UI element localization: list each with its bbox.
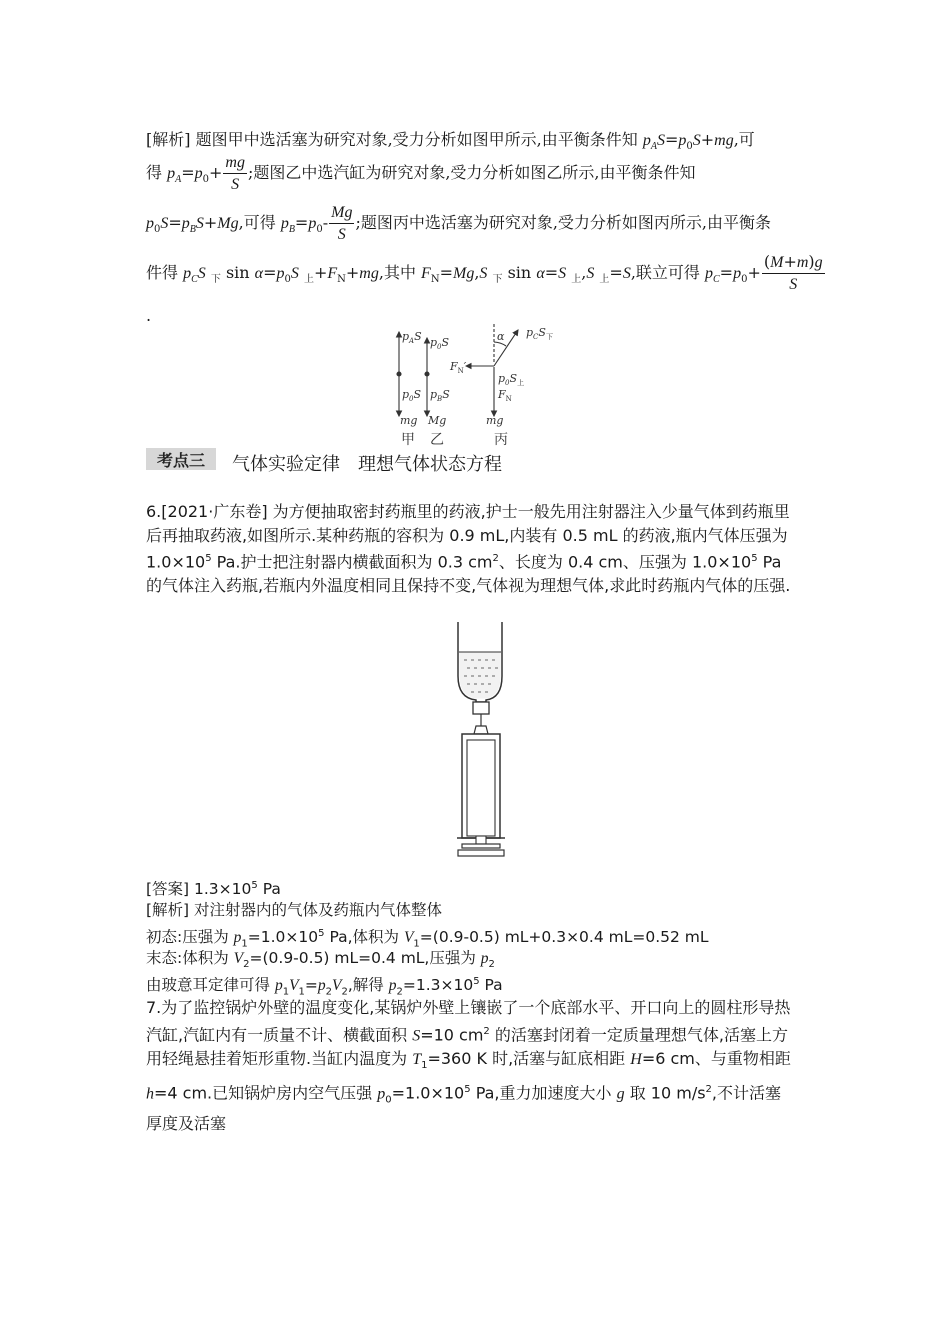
label-yi: 乙 (430, 432, 444, 448)
fraction-Mm-g-over-s: $\frac{(M+m)g}{S}$ (763, 252, 823, 293)
svg-text:pBS: $p_BS$ (430, 388, 450, 403)
diagram-yi (425, 338, 429, 416)
answer-6-line-1: [答案] $1.3\times 10^5$ Pa (146, 880, 281, 899)
svg-text:Mg: Mg (428, 414, 447, 427)
fraction-Mg-over-s: $\frac{Mg}{S}$ (331, 204, 353, 243)
svg-text:pAS: $p_AS$ (402, 330, 422, 345)
question-6: 6.[2021·广东卷] 为方便抽取密封药瓶里的药液,护士一般先用注射器注入少量气体到药瓶里后再抽取药液,如图所示.某种药瓶的容积为 0.9 mL,内装有 0.5 mL 的药液,瓶内气体压强为 $1.0\times 10^5$ Pa.护士把注射器内横截面积为 0.3 $cm^2$、长度为 0.4 cm、压强为 $1.0\times 10^5$ Pa 的气体注入药瓶,若瓶内外温度相同且保持不变,气体视为理想气体,求此时药瓶内气体的压强. (146, 502, 791, 595)
label-bing: 丙 (494, 432, 508, 448)
force-diagram (380, 318, 580, 450)
svg-text:p0S: $p_0S$ (430, 336, 450, 351)
svg-text:p0S上: $p_0S_上$ (498, 372, 525, 387)
analysis-line-3: $p_0S=p_BS+Mg$,可得 $p_B=p_0-$ $\frac{Mg}{S}$ ;题图丙中选活塞为研究对象,受力分析如图丙所示,由平衡条 (146, 204, 772, 243)
fraction-mg-over-s: $\frac{mg}{S}$ (225, 154, 245, 193)
svg-text:α: α (497, 330, 505, 343)
svg-text:mg: mg (486, 414, 504, 427)
answer-6-line-3: 初态:压强为 $p_1=1.0\times 10^5$ Pa,体积为 $V_1=(0.9-0.5)$ mL+0.3×0.4 mL=0.52 mL (146, 928, 709, 950)
diagram-jia (397, 332, 401, 416)
section-badge: 考点三 (146, 448, 216, 470)
syringe-figure (440, 620, 520, 860)
answer-6-line-2: [解析] 对注射器内的气体及药瓶内气体整体 (146, 901, 443, 919)
answer-6-line-5: 由玻意耳定律可得 $p_1V_1=p_2V_2$,解得 $p_2=1.3\times 10^5$ Pa (146, 976, 503, 998)
analysis-line-4: 件得 $p_CS$ $_下$ $\sin \alpha=p_0S$ $_上+F_N+mg$,其中 $F_N=Mg,S$ $_下$ sin α=S $_上$,S $_上$=S,联立可得 $p_C=p_0+$ $\frac{(M+m)g}{S}$ (146, 252, 823, 293)
section-title: 气体实验定律 理想气体状态方程 (232, 454, 502, 475)
label-jia: 甲 (401, 432, 415, 448)
answer-6-line-4: 末态:体积为 $V_2=(0.9-0.5)$ mL=0.4 mL,压强为 $p_2$ (146, 949, 495, 971)
question-7: 7.为了监控锅炉外壁的温度变化,某锅炉外壁上镶嵌了一个底部水平、开口向上的圆柱形导热汽缸,汽缸内有一质量不计、横截面积 S=10 $cm^2$ 的活塞封闭着一定质量理想气体,活塞上方用轻绳悬挂着矩形重物.当缸内温度为 $T_1=360$ K 时,活塞与缸底相距 H=6 cm、与重物相距 h=4 cm.已知锅炉房内空气压强 $p_0=1.0\times 10^5$ Pa,重力加速度大小 g 取 10 $m/s^2$,不计活塞厚度及活塞 (146, 998, 791, 1134)
svg-text:pCS下: $p_CS_下$ (526, 326, 553, 341)
svg-text:FN: $F_N$ (498, 388, 512, 403)
svg-text:p0S: $p_0S$ (402, 388, 422, 403)
analysis-line-2: 得 $p_A=p_0+$ $\frac{mg}{S}$ ;题图乙中选汽缸为研究对象,受力分析如图乙所示,由平衡条件知 (146, 154, 696, 193)
analysis-line-5: . (146, 306, 152, 325)
svg-text:mg: mg (400, 414, 418, 427)
svg-text:FN′: $F_N'$ (450, 360, 467, 375)
analysis-line-1: [解析] 题图甲中选活塞为研究对象,受力分析如图甲所示,由平衡条件知 $p_AS=p_0S+mg$,可 (146, 130, 755, 153)
